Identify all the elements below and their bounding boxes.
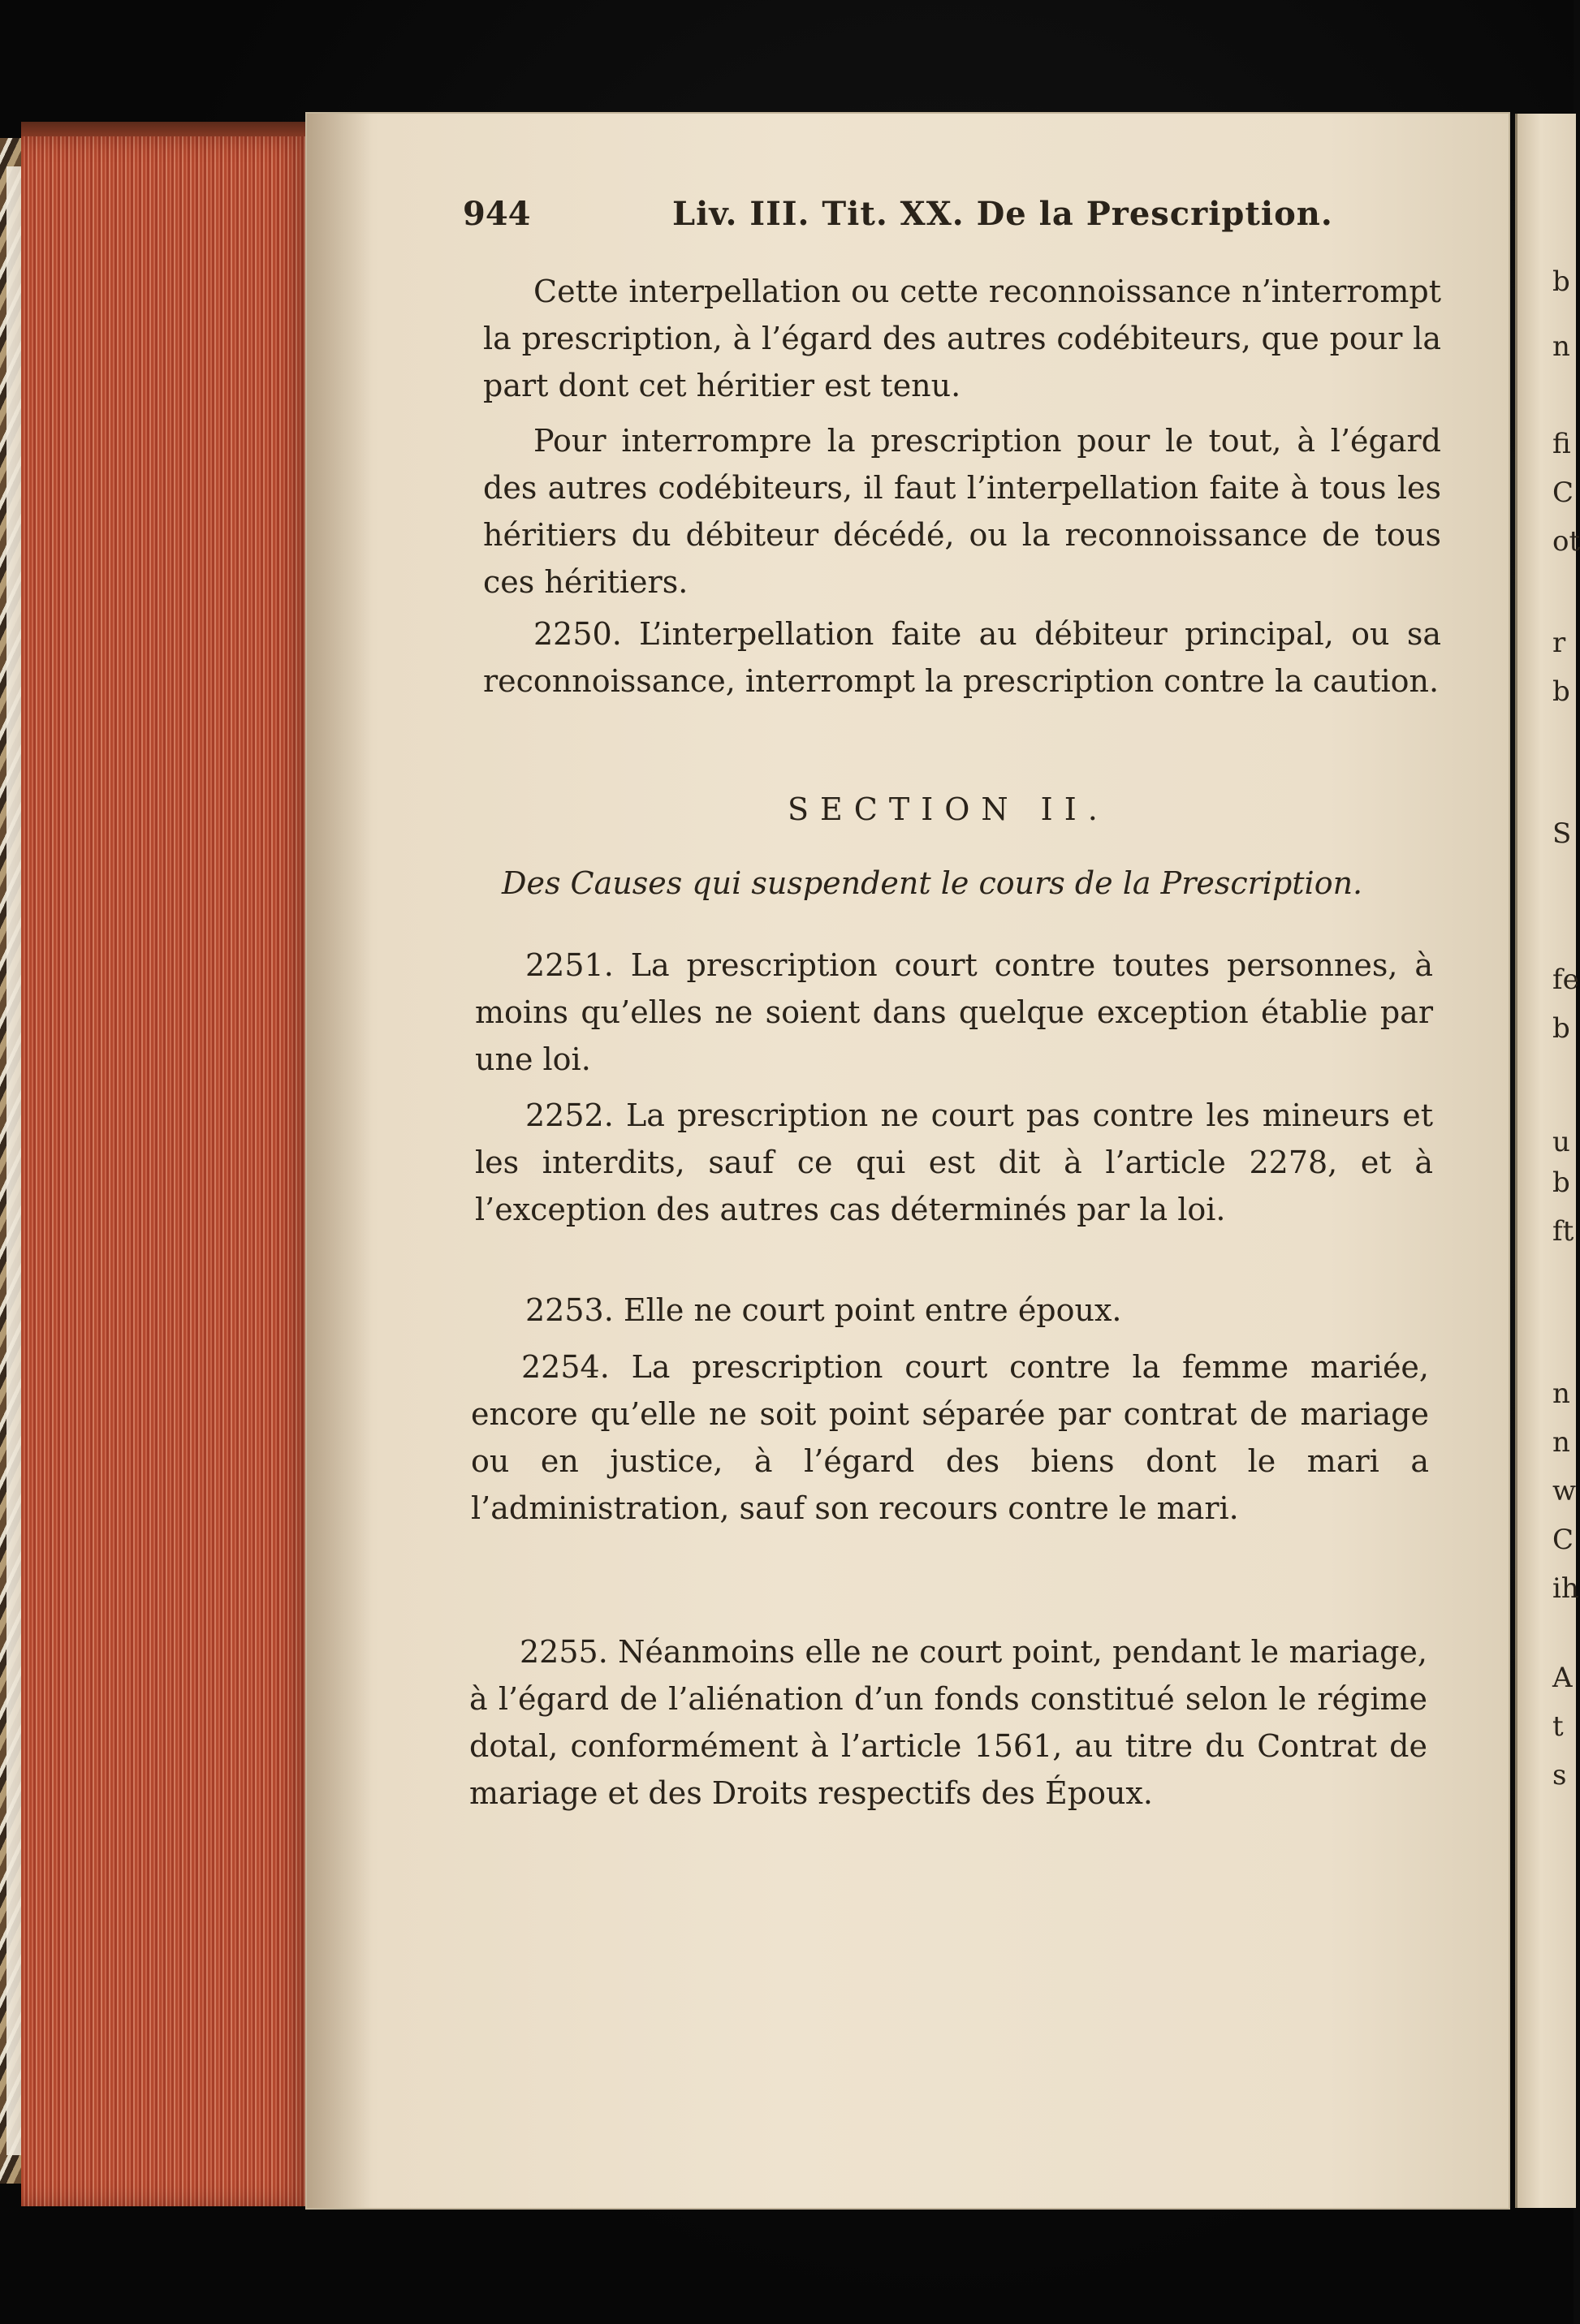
paragraph-text: Pour interrompre la prescription pour le tout, à l’égard des autres codébiteurs, il faut l’interpellation faite à tous les héritiers du débiteur décédé, ou la reconnoissance de tous ces héritiers. [483, 423, 1441, 600]
section-subtitle: Des Causes qui suspendent le cours de la Prescription. [502, 865, 1363, 901]
facing-glyph: ot [1552, 525, 1580, 558]
facing-glyph: ft [1552, 1215, 1574, 1248]
article-2254 [471, 1343, 1429, 1532]
article-text: 2255. Néanmoins elle ne court point, pendant le mariage, à l’égard de l’aliénation d’un fonds constitué selon le régime dotal, conformément à l’article 1561, au titre du Contrat de mariage et des Droits respectifs des Époux. [469, 1634, 1427, 1811]
paragraph-text: Cette interpellation ou cette reconnoissance n’interrompt la prescription, à l’égard des autres codébiteurs, que pour la part dont cet héritier est tenu. [483, 274, 1441, 403]
facing-glyph: s [1552, 1759, 1567, 1792]
red-page-edges [21, 136, 315, 2206]
facing-glyph: n [1552, 1378, 1570, 1410]
facing-glyph: C [1552, 1524, 1574, 1556]
facing-glyph: u [1552, 1126, 1570, 1158]
paragraph-continuation [483, 268, 1441, 409]
article-text: 2252. La prescription ne court pas contre les mineurs et les interdits, sauf ce qui est dit à l’article 2278, et à l’exception des autres cas déterminés par la loi. [475, 1097, 1433, 1227]
article-2253 [475, 1287, 1433, 1334]
article-text: 2253. Elle ne court point entre époux. [525, 1292, 1122, 1328]
facing-glyph: b [1552, 1012, 1570, 1045]
running-title: Liv. III. Tit. XX. De la Prescription. [672, 195, 1333, 233]
article-text: 2254. La prescription court contre la femme mariée, encore qu’elle ne soit point séparée par contrat de mariage ou en justice, à l’égard des biens dont le mari a l’administration, sauf son recours contre le mari. [471, 1349, 1429, 1526]
section-title: SECTION II. [788, 791, 1109, 827]
facing-glyph: C [1552, 476, 1574, 509]
facing-glyph: b [1552, 675, 1570, 708]
page-number: 944 [463, 195, 531, 233]
facing-glyph: fe [1552, 964, 1579, 996]
facing-glyph: n [1552, 330, 1570, 363]
facing-glyph: ih [1552, 1572, 1579, 1605]
facing-glyph: t [1552, 1710, 1564, 1743]
paragraph [483, 417, 1441, 606]
facing-glyph: S [1552, 817, 1572, 850]
facing-glyph: fi [1552, 428, 1571, 460]
article-2250 [483, 610, 1441, 705]
facing-glyph: b [1552, 1166, 1570, 1199]
article-2252 [475, 1092, 1433, 1233]
running-header [463, 195, 1453, 244]
facing-glyph: A [1552, 1662, 1573, 1694]
article-2251 [475, 942, 1433, 1083]
facing-glyph: n [1552, 1426, 1570, 1459]
article-text: 2251. La prescription court contre toutes personnes, à moins qu’elles ne soient dans quelque exception établie par une loi. [475, 947, 1433, 1077]
gutter-shadow [307, 114, 372, 2208]
facing-glyph: w [1552, 1475, 1577, 1507]
article-2255 [469, 1628, 1427, 1817]
article-text: 2250. L’interpellation faite au débiteur principal, ou sa reconnoissance, interrompt la prescription contre la caution. [483, 616, 1441, 699]
facing-glyph: b [1552, 265, 1570, 298]
facing-glyph: r [1552, 627, 1566, 659]
